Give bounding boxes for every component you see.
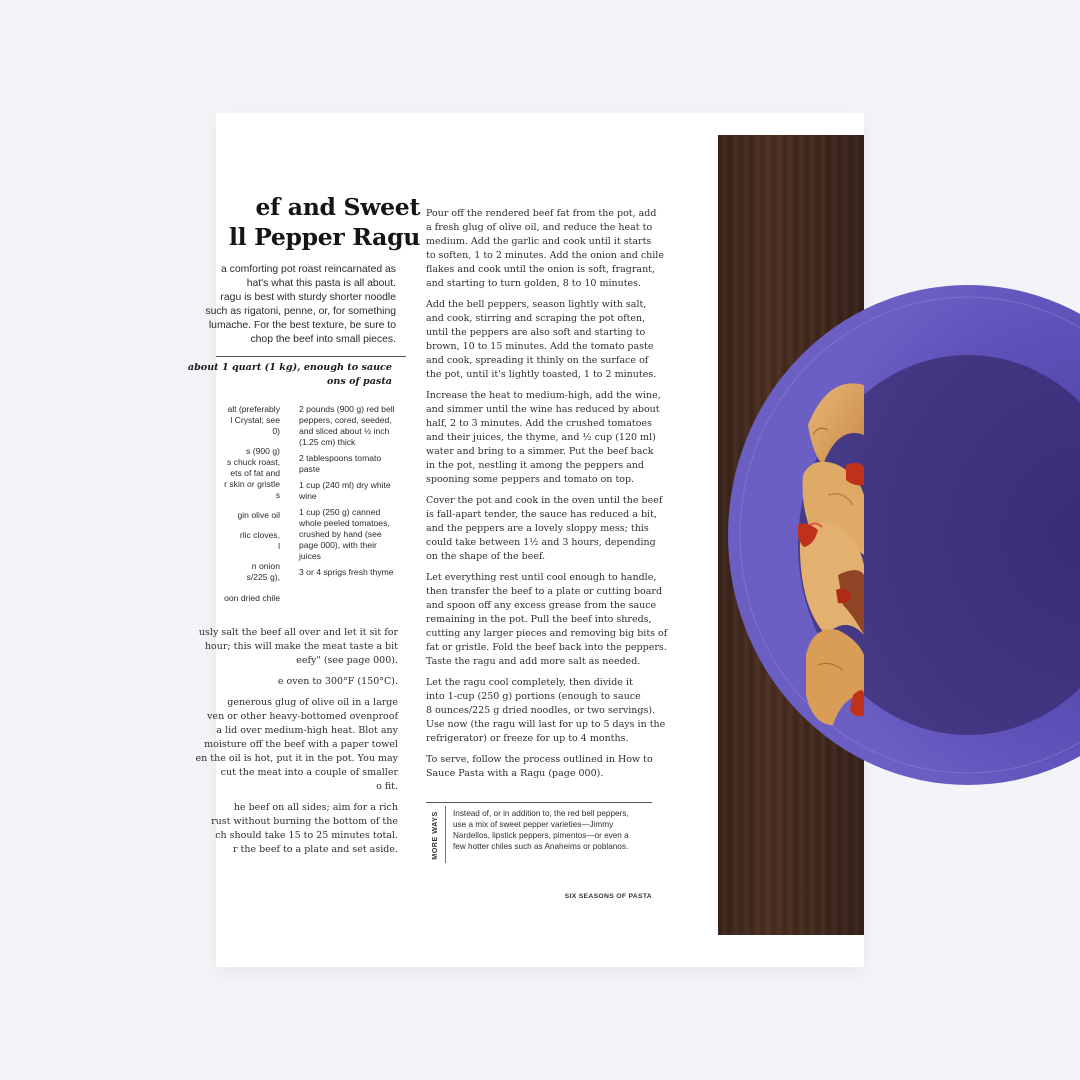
ingredient-line: 2 pounds (900 g) red bell (299, 404, 395, 414)
more-ways-line: Nardellos, lipstick peppers, pimentos—or even a (453, 831, 629, 840)
step-line: is fall-apart tender, the sauce has reduced a bit, (426, 509, 657, 520)
ingredient (120, 561, 280, 583)
method-step (426, 207, 664, 291)
step-line: e oven to 300°F (150°C). (277, 676, 398, 687)
step-line: eefy" (see page 000). (296, 655, 398, 666)
ingredient (120, 593, 280, 604)
running-footer: SIX SEASONS OF PASTA (564, 893, 652, 900)
more-ways-divider (445, 806, 446, 863)
pasta-photo (718, 135, 864, 935)
step-line: spooning some peppers and tomato on top. (426, 474, 635, 485)
step-line: 8 ounces/225 g dried noodles, or two servings). (426, 705, 656, 716)
more-ways-line: use a mix of sweet pepper varieties—Jimmy (453, 820, 614, 829)
step-line: Sauce Pasta with a Ragu (page 000). (426, 768, 604, 779)
step-line: cutting any larger pieces and removing big bits of (426, 628, 668, 639)
method-step (426, 298, 656, 382)
step-line: hour; this will make the meat taste a bit (204, 641, 398, 652)
method-step (426, 571, 668, 669)
step-line: en the oil is hot, put it in the pot. You may (195, 753, 398, 764)
step-line: Add the bell peppers, season lightly with salt, (426, 299, 647, 310)
method-step (426, 494, 663, 564)
ingredient (299, 453, 411, 475)
ingredient-line: peppers, cored, seeded, (299, 415, 392, 425)
step-line: Let the ragu cool completely, then divide it (426, 677, 633, 688)
ingredient-line: l (278, 541, 280, 551)
step-line: refrigerator) or freeze for up to 4 months. (426, 733, 629, 744)
ingredient-line: rlic cloves, (239, 530, 280, 540)
step-line: a lid over medium-high heat. Blot any (216, 725, 398, 736)
ingredient (120, 510, 280, 521)
ingredient (299, 567, 411, 578)
step-line: the pot, until it's lightly toasted, 1 to 2 minutes. (426, 369, 657, 380)
ingredient-line: gin olive oil (237, 510, 280, 520)
step-line: and the peppers are a lovely sloppy mess; this (426, 523, 649, 534)
method-step (426, 389, 661, 487)
ingredient-line: s/225 g), (246, 572, 280, 582)
step-line: and their juices, the thyme, and ½ cup (120 ml) (426, 432, 656, 443)
step-line: into 1-cup (250 g) portions (enough to sauce (426, 691, 641, 702)
method-right-column (426, 207, 668, 788)
intro-line: chop the beef into small pieces. (250, 334, 396, 345)
ingredient-line: n onion (251, 561, 280, 571)
ingredient (299, 404, 411, 448)
ingredient (120, 530, 280, 552)
ingredient-line: s chuck roast, (226, 457, 280, 467)
step-line: usly salt the beef all over and let it sit for (198, 627, 398, 638)
ingredient-line: r skin or gristle (224, 479, 280, 489)
ingredient (120, 404, 280, 437)
more-ways-text (453, 808, 663, 852)
yield-note (120, 361, 392, 389)
ingredient-line: 3 or 4 sprigs fresh thyme (299, 567, 394, 577)
ingredient-line: ets of fat and (230, 468, 280, 478)
ingredient-line: 0) (272, 426, 280, 436)
divider (426, 802, 652, 803)
cookbook-page (187, 113, 864, 967)
yield-line: about 1 quart (1 kg), enough to sauce (187, 362, 392, 373)
step-line: ch should take 15 to 25 minutes total. (215, 830, 398, 841)
title-line: ef and Sweet (255, 193, 420, 221)
step-line: Pour off the rendered beef fat from the pot, add (426, 208, 657, 219)
ingredient-line: s (275, 490, 280, 500)
ingredient-line: 1 cup (240 ml) dry white (299, 480, 391, 490)
pasta-on-purple-plate-photo (718, 135, 864, 935)
step-line: flakes and cook until the onion is soft, fragrant, (426, 264, 656, 275)
method-step (138, 675, 398, 689)
method-step (426, 676, 666, 746)
step-line: on the shape of the beef. (426, 551, 546, 562)
step-line: medium. Add the garlic and cook until it starts (426, 236, 652, 247)
ingredient-line: 2 tablespoons tomato (299, 453, 382, 463)
method-left-column (138, 626, 398, 864)
ingredient-line: paste (299, 464, 321, 474)
method-step (138, 626, 398, 668)
step-line: and spoon off any excess grease from the sauce (426, 600, 657, 611)
recipe-title (160, 192, 420, 252)
ingredients-right-column (299, 404, 411, 583)
step-line: o fit. (376, 781, 398, 792)
yield-line: ons of pasta (327, 376, 392, 387)
step-line: then transfer the beef to a plate or cutting board (426, 586, 663, 597)
ingredient-line: wine (299, 491, 317, 501)
step-line: and starting to turn golden, 8 to 10 minutes. (426, 278, 642, 289)
step-line: half, 2 to 3 minutes. Add the crushed tomatoes (426, 418, 652, 429)
ingredient-line: 1 cup (250 g) canned (299, 507, 381, 517)
step-line: Increase the heat to medium-high, add the wine, (426, 390, 661, 401)
step-line: Taste the ragu and add more salt as needed. (426, 656, 641, 667)
ingredient-line: alt (preferably (227, 404, 280, 414)
ingredient (299, 480, 411, 502)
ingredient-line: (1.25 cm) thick (299, 437, 356, 447)
more-ways-line: Instead of, or in addition to, the red bell peppers, (453, 809, 629, 818)
ingredient-line: page 000), with their (299, 540, 377, 550)
step-line: Use now (the ragu will last for up to 5 days in the (426, 719, 666, 730)
more-ways-label-text: MORE WAYS (429, 810, 439, 860)
step-line: generous glug of olive oil in a large (227, 697, 398, 708)
step-line: to soften, 1 to 2 minutes. Add the onion and chile (426, 250, 664, 261)
intro-line: ragu is best with sturdy shorter noodle (220, 292, 396, 303)
intro-line: such as rigatoni, penne, or, for something (205, 306, 396, 317)
step-line: rust without burning the bottom of the (211, 816, 398, 827)
step-line: cut the meat into a couple of smaller (220, 767, 398, 778)
ingredient-line: s (900 g) (246, 446, 280, 456)
ingredient-line: whole peeled tomatoes, (299, 518, 390, 528)
step-line: and cook, spreading it thinly on the surface of (426, 355, 649, 366)
step-line: r the beef to a plate and set aside. (232, 844, 398, 855)
intro-line: a comforting pot roast reincarnated as (220, 264, 396, 275)
intro-line: hat's what this pasta is all about. (246, 278, 396, 289)
more-ways-label (426, 807, 442, 863)
ingredient-line: oon dried chile (224, 593, 280, 603)
step-line: moisture off the beef with a paper towel (204, 739, 398, 750)
step-line: a fresh glug of olive oil, and reduce the heat to (426, 222, 653, 233)
method-step (426, 753, 656, 781)
step-line: To serve, follow the process outlined in How to (426, 754, 653, 765)
recipe-intro (120, 263, 396, 347)
step-line: remaining in the pot. Pull the beef into shreds, (426, 614, 652, 625)
intro-line: lumache. For the best texture, be sure to (208, 320, 396, 331)
ingredient-line: crushed by hand (see (299, 529, 382, 539)
step-line: in the pot, nestling it among the peppers and (426, 460, 644, 471)
ingredient (120, 446, 280, 501)
ingredient (299, 507, 411, 562)
step-line: could take between 1½ and 3 hours, depending (426, 537, 656, 548)
ingredient-line: and sliced about ½ inch (299, 426, 390, 436)
step-line: water and bring to a simmer. Put the beef back (426, 446, 654, 457)
ingredient-line: l Crystal; see (230, 415, 280, 425)
step-line: and simmer until the wine has reduced by about (426, 404, 660, 415)
step-line: until the peppers are also soft and starting to (426, 327, 646, 338)
ingredient-line: juices (299, 551, 321, 561)
step-line: fat or gristle. Fold the beef back into the peppers. (426, 642, 667, 653)
step-line: brown, 10 to 15 minutes. Add the tomato paste (426, 341, 654, 352)
method-step (138, 696, 398, 794)
method-step (138, 801, 398, 857)
step-line: he beef on all sides; aim for a rich (233, 802, 398, 813)
more-ways-line: few hotter chiles such as Anaheims or poblanos. (453, 842, 629, 851)
step-line: and cook, stirring and scraping the pot often, (426, 313, 646, 324)
divider (216, 356, 406, 357)
step-line: Let everything rest until cool enough to handle, (426, 572, 657, 583)
title-line: ll Pepper Ragu (228, 223, 420, 251)
ingredients-left-column (120, 404, 280, 613)
step-line: Cover the pot and cook in the oven until the beef (426, 495, 663, 506)
step-line: ven or other heavy-bottomed ovenproof (207, 711, 398, 722)
